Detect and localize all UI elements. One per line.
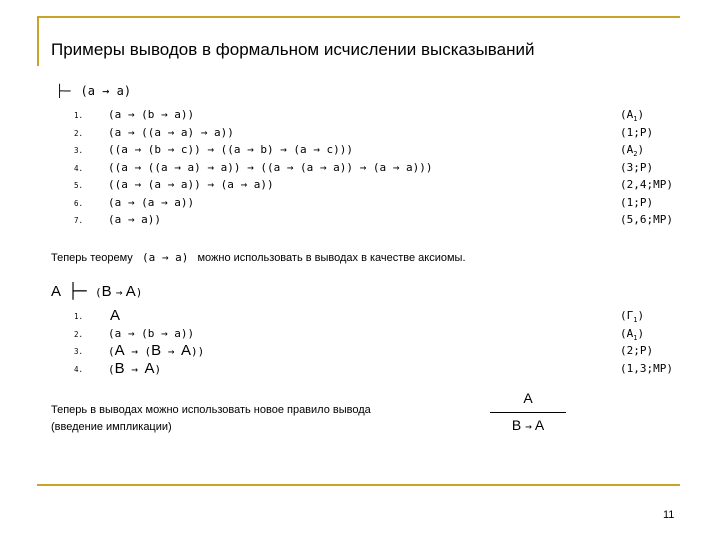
proof-step (74, 141, 694, 159)
step-justification: (2;P) (620, 344, 654, 357)
proof-step (74, 211, 694, 229)
implication-introduction-rule (490, 390, 566, 433)
step-number: 3. (74, 347, 84, 356)
step-number: 1. (74, 111, 84, 120)
proof-step (74, 176, 694, 194)
step-formula: (a → (b → a)) (108, 326, 195, 340)
proof-step (74, 159, 694, 177)
decorative-top-line (37, 16, 680, 18)
rule-conclusion: B → A (511, 417, 545, 433)
page-title: Примеры выводов в формальном исчислении высказываний (51, 40, 535, 59)
step-formula: (a → (b → a)) (108, 108, 195, 121)
step-formula: (A → (B → A)) (108, 342, 205, 359)
step-number: 4. (74, 163, 84, 173)
theorem-goal-2: A ├─ (B → A) (51, 282, 143, 300)
step-formula: ((a → ((a → a) → a)) → ((a → (a → a)) → (a → a))) (108, 160, 433, 174)
step-formula: (a → (a → a)) (108, 195, 195, 209)
step-number: 6. (74, 198, 84, 208)
step-justification: (3;P) (620, 160, 654, 174)
step-formula: (B → A) (108, 359, 162, 377)
turnstile-symbol: ├─ (56, 84, 71, 98)
step-number: 5. (74, 181, 84, 190)
rule-premise: A (523, 390, 533, 406)
proof-step (74, 360, 694, 378)
step-formula: ((a → (a → a)) → (a → a)) (108, 178, 274, 191)
decorative-bottom-line (37, 484, 680, 486)
step-justification: (1;P) (620, 195, 654, 209)
turnstile-symbol: ├─ (68, 282, 87, 300)
step-justification: $(A_1)$ (620, 326, 645, 342)
step-number: 2. (74, 329, 84, 339)
proof-2 (74, 307, 694, 377)
step-justification: (5,6;MP) (620, 213, 673, 226)
step-formula: (a → ((a → a) → a)) (108, 125, 234, 139)
rule-description: Теперь в выводах можно использовать новое правило вывода (введение импликации) (51, 404, 371, 433)
step-justification: $(A_2)$ (620, 143, 645, 159)
step-justification: (1,3;MP) (620, 361, 673, 375)
step-number: 1. (74, 312, 84, 321)
step-number: 2. (74, 128, 84, 138)
step-number: 7. (74, 216, 84, 225)
step-formula: ((a → (b → c)) → ((a → b) → (a → c))) (108, 143, 354, 156)
theorem-goal-1 (56, 84, 131, 98)
theorem-note: Теперь теорему (a → a) можно использовать в выводах в качестве аксиомы. (51, 251, 466, 264)
step-number: 4. (74, 364, 84, 374)
step-formula: (a → a)) (108, 213, 161, 226)
rule-fraction-bar (490, 412, 566, 413)
proof-1 (74, 106, 694, 229)
step-justification: $(A_1)$ (620, 108, 645, 124)
step-justification: $(\Gamma_1)$ (620, 309, 645, 325)
proof-step (74, 325, 694, 343)
goal-formula: (a → a) (80, 84, 132, 98)
step-number: 3. (74, 146, 84, 155)
proof-step (74, 194, 694, 212)
proof-step (74, 124, 694, 142)
proof-step (74, 106, 694, 124)
proof-step (74, 307, 694, 325)
step-formula: A (110, 307, 121, 324)
page-number: 11 (663, 509, 675, 521)
proof-step (74, 342, 694, 360)
step-justification: (2,4;MP) (620, 178, 673, 191)
step-justification: (1;P) (620, 125, 654, 139)
hypothesis: A (51, 283, 61, 300)
decorative-vertical-line (37, 16, 39, 66)
note-formula: (a → a) (141, 251, 189, 264)
